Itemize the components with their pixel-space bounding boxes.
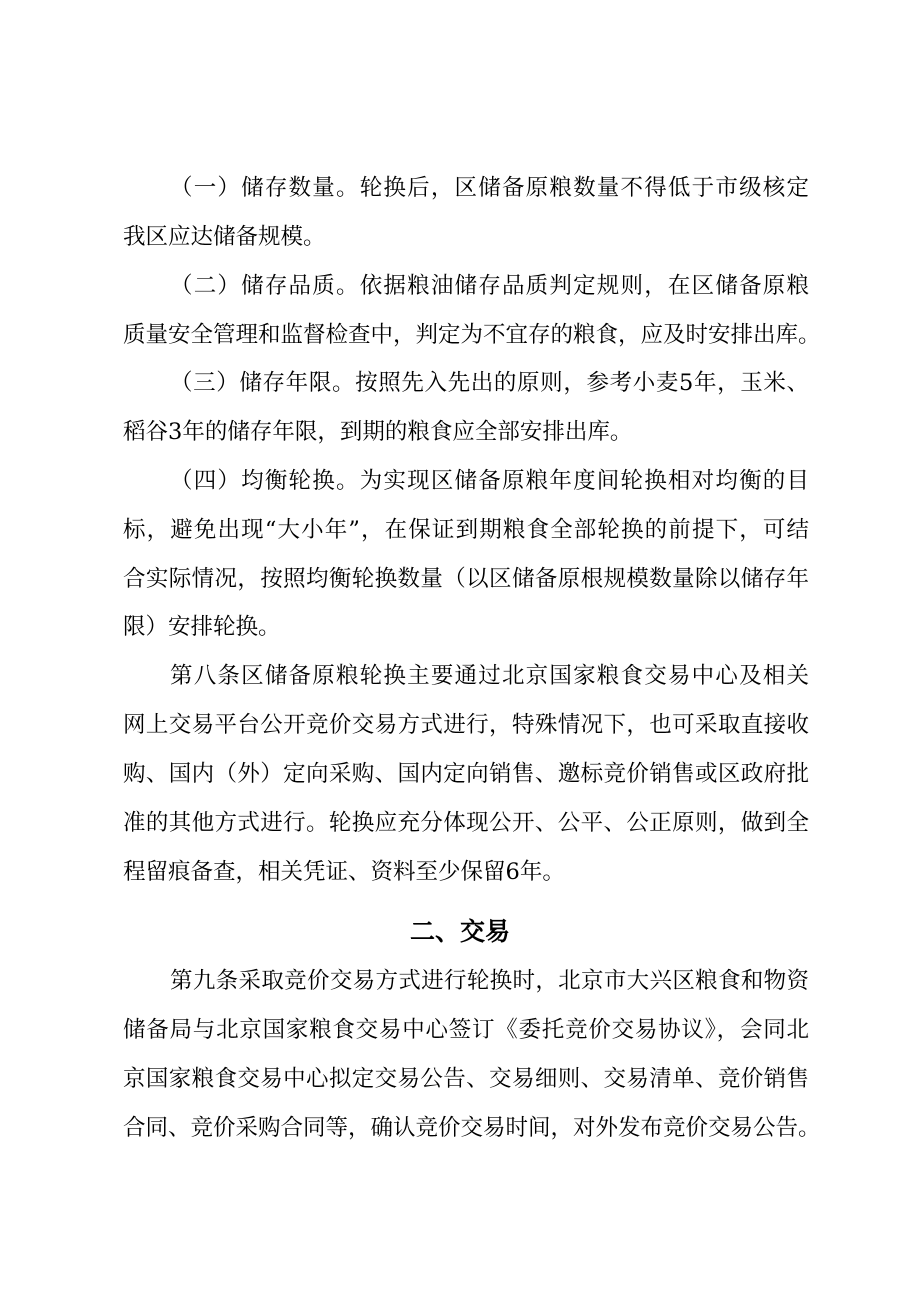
paragraph-line: （三）储存年限。按照先入先出的原则，参考小麦5年，玉米、 xyxy=(170,370,809,396)
paragraph-line: 第八条区储备原粮轮换主要通过北京国家粮食交易中心及相关 xyxy=(170,663,809,689)
paragraph-line: 限）安排轮换。 xyxy=(123,614,281,640)
paragraph-line: 合实际情况，按照均衡轮换数量（以区储备原根规模数量除以储存年 xyxy=(123,566,809,592)
paragraph-line: 购、国内（外）定向采购、国内定向销售、邀标竞价销售或区政府批 xyxy=(123,761,809,787)
paragraph-line: 京国家粮食交易中心拟定交易公告、交易细则、交易清单、竞价销售 xyxy=(123,1066,809,1092)
paragraph-line: （四）均衡轮换。为实现区储备原粮年度间轮换相对均衡的目 xyxy=(170,468,809,494)
paragraph-line: 稻谷3年的储存年限，到期的粮食应全部安排出库。 xyxy=(123,419,633,445)
paragraph-line: （二）储存品质。依据粮油储存品质判定规则，在区储备原粮 xyxy=(170,273,809,299)
paragraph-line: 网上交易平台公开竞价交易方式进行，特殊情况下，也可采取直接收 xyxy=(123,712,809,738)
paragraph-line: 准的其他方式进行。轮换应充分体现公开、公平、公正原则，做到全 xyxy=(123,810,809,836)
paragraph-line: （一）储存数量。轮换后，区储备原粮数量不得低于市级核定 xyxy=(170,175,809,201)
paragraph-line: 质量安全管理和监督检查中，判定为不宜存的粮食，应及时安排出库。 xyxy=(123,322,821,348)
paragraph-line: 储备局与北京国家粮食交易中心签订《委托竞价交易协议》，会同北 xyxy=(123,1017,809,1043)
paragraph-line: 程留痕备查，相关凭证、资料至少保留6年。 xyxy=(123,859,565,885)
paragraph-line: 第九条采取竞价交易方式进行轮换时，北京市大兴区粮食和物资 xyxy=(170,968,809,994)
paragraph-line: 标，避免出现“大小年”，在保证到期粮食全部轮换的前提下，可结 xyxy=(123,517,809,543)
section-heading: 二、交易 xyxy=(409,917,510,946)
paragraph-line: 我区应达储备规模。 xyxy=(123,224,326,250)
paragraph-line: 合同、竞价采购合同等，确认竞价交易时间，对外发布竞价交易公告。 xyxy=(123,1115,821,1141)
